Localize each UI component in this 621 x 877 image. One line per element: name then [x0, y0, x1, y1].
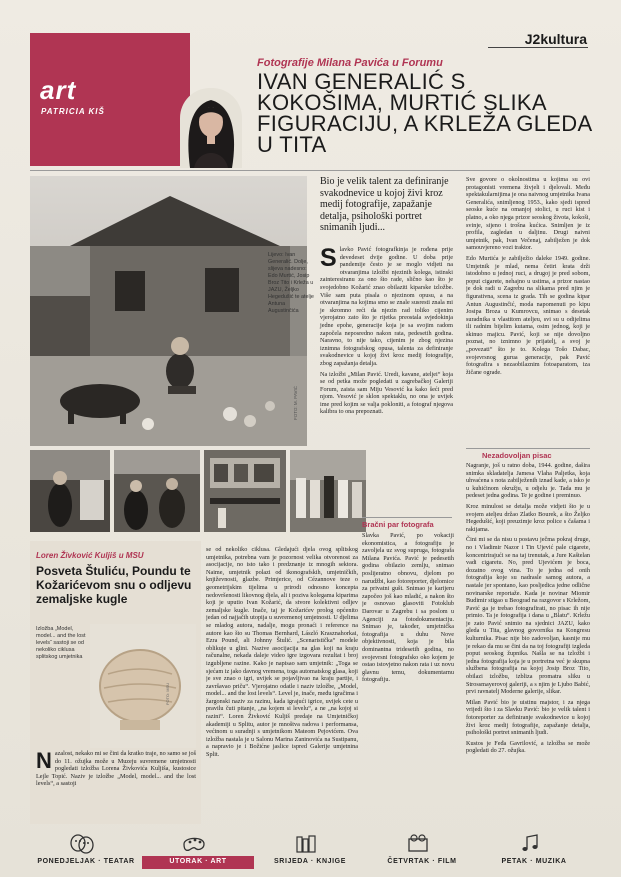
photo-tito-krleza	[114, 450, 200, 532]
paragraph: se od nekoliko ciklusa. Gledajući djela ovog splitskog umjetnika, potrebna vam je pozornost velika otvorenost za asocijacije, no isto tako i predznanje iz mnogih sektora. Naime, umjetnik polazi od ikonografskih, umjetničkih, književnosti, glazbe. Primjerice, od Cézannove teze o geometrijskim tijelima u prirodi odnosno koncepta nedovršenosti likovnog djela, ali i poziva kolegama kiparima koji je uputio Ivan Kožarić, da stvore kolektivni odljev zemaljske kugle. Inače, taj je Kožarićev prolog općenito jedan od najjačih utopija u suvremenoj umjetnosti. U djelima se mladog autora, nadalje, mogu pronaći i reference na autore kao što su Thomas Bernhard, László Krasznahorkai, Ezra Pound, ali Johnny Štulić. „Scenaristička“ modele oblikuje u glini. Nazive asocijacija na glas koji na kraju računalne, nekada daleje video igre izgovara rezultat i broj izgubljene razine. Kako je napisao sam umjetnik: „Toga se sjećam iz jako davnog vremena, toga automatskog glasa, koji je sve znao o igri, uvijek se pojavljivao na kraju partije, i završavao priču“. Vjerojatno odatle i naziv izložbe, „Model, model... and the lost levels“. Level je, inače, među igračima i žargonski naziv za razinu, kada igrajući igrice, uvijek cete u pravilu čuti pitanje, „na kojem si levelu“, a ne „na kojoj si razini“. Loren Živković Kuljiš predaje na Umjetničkoj akademiji u Splitu, autor je mnoštva radova i performansa, većinom u suradnji s umjetnikom Mateom Pejovićem. Ova izložba nastala je u Salonu Marina Zaninovića na Sustipanu, a napravio je i Božićne jaslice ispred Galerije umjetnina Split.	[206, 546, 358, 759]
paragraph: azalost, nekako mi se čini da kratko traje, no samo se još do 11. ožujka može u Muzeju suvremene umjetnosti pogledati izložba Lorena Živkovića Kuljiša, kustosice Lejle Topić. Naziv je izložbe „Model, model... and the lost levels“, a sastoji	[36, 750, 196, 788]
palette-icon	[180, 834, 208, 854]
books-icon	[292, 834, 320, 854]
author-byline: PATRICIA KIŠ	[41, 107, 105, 116]
paragraph: Na izložbi „Milan Pavić. Uredi, kavane, ateljei“ koja se od petka može pogledati u zagrebačkoj Galeriji Forum, zaista sam Miju Vesović ka kako šeći pred njom. Vesović je sklon spektaklu, no ona je uvijek ime pred kojim se valja pokloniti, a fotograf njegova kalibra to ona prepoznati.	[320, 370, 453, 416]
subhead-rule	[362, 517, 452, 518]
film-reel-icon	[404, 834, 432, 854]
photo-murtic	[30, 450, 110, 532]
main-photo-generalic	[30, 176, 307, 446]
article-headline: IVAN GENERALIĆ S KOKOŠIMA, MURTIĆ SLIKA FIGURACIJU, A KRLEŽA GLEDA U TITA	[257, 69, 592, 157]
subhead-rule	[466, 448, 590, 449]
subhead-unhappy-writer: Nezadovoljan pisac	[482, 451, 552, 460]
footer-label: PONEDJELJAK · TEATAR	[37, 858, 135, 865]
footer-item-tuesday[interactable]	[142, 832, 254, 872]
paragraph: Slavka Pavić, po vokaciji ekonomistica, a fotografiju je zavoljela uz svog supruga, fotografa Milana Pavića. Pavić je pedesetih godina obilazio zemlju, snimao poslijeratno obnovu, djelom po narudžbi, kao fotoreporter, djelomice za privatni gušt. Snimao je karijeru započeo još kao mladić, a nakon što je osnovao glasoviti Fotoklub Darovar u Zagrebu i sa poslom u Agenciji za fotodokumentaciju. Snimao je, također, umjetnička fotografija u duhu Nove objektivnosti, koja je bila dominantna tridesetih godina, no svojevrsni fotografsko oko kojem je ostao istovjetno nakon rata i uz novu glavnu temu, dokumentarnu fotografiju.	[362, 532, 454, 684]
sidebar-photo-sculpture	[90, 624, 196, 748]
paragraph: Milan Pavić bio je uistinu majstor, i za njega vrijedi što i za Slavku Pavić: bio je velik talent i fotoreporter za definiranje svakodnevice u kojoj živi kroz medij fotografije, zapažanje detalja, psihološki portret snimanih ljudi.	[466, 698, 590, 737]
footer-item-monday[interactable]	[30, 832, 142, 872]
article-intro: Bio je velik talent za definiranje svakodnevice u kojoj živi kroz medij fotografije, zapažanje detalja, psihološki portret snimanih ljudi...	[320, 176, 449, 233]
section-brand-logo: J2kultura	[524, 31, 587, 47]
article-column-3	[466, 176, 590, 448]
sidebar-photo-credit: FOTO: MSU	[165, 682, 170, 705]
section-label: art	[40, 75, 77, 105]
header-divider	[30, 170, 590, 171]
paragraph: Sve govore o okolnostima u kojima su ovi protagonisti vremena živjeli i djelovali. Među spektakularnijima je ona naivnog umjetnika Ivana Generalića, snimljenog 1953., kako sjedi ispred seoske kuće na omanjoj stolici, u ruci kist i platno, a oko njega prizor seoskog života, kokoši, svinje, sijeno i trošna kućica. Snimljen je iz profila, zagledan u daljinu. Drugi naivni umjetnik, pak, Ivan Večenaj, zabilježen je dok samouvjereno vozi traktor.	[466, 176, 590, 252]
subhead-married-couple: Bračni par fotografa	[362, 520, 434, 529]
sidebar-caption: Izložba „Model, model... and the lost levels“ sastoji se od nekoliko ciklusa splitskog umjetnika	[36, 626, 86, 660]
footer-label: PETAK · MUZIKA	[501, 858, 567, 865]
photo-strip	[30, 450, 366, 532]
music-note-icon	[516, 834, 544, 854]
paragraph: Kroz minulost se detalja može vidjeti što je u svojem ateljeu držao Zlatko Bourek, a što Željko Hegedušić, koji preuzimje kroz police s čašama i rakijama.	[466, 502, 590, 533]
sidebar-text-1	[36, 750, 196, 826]
photo-credit: FOTO: M. PAVIĆ	[293, 385, 298, 420]
sidebar-text-2	[206, 546, 358, 828]
paragraph: Nagranje, još u ratno doba, 1944. godine, dašira snimka skladatelja Jamesa Vlaha Paljetka, koja uhvaćena s nota zabilježenih iznad kade, a isko je u kuhićinom okružju, u odjelu je. Tada mu je pedeset jedna godina. Te je godine i preminuo.	[466, 462, 590, 500]
article-column-3b	[466, 462, 590, 826]
weekday-footer	[30, 832, 590, 872]
article-column-1b	[362, 532, 454, 832]
article-kicker: Fotografije Milana Pavića u Forumu	[257, 57, 443, 69]
paragraph: lavko Pavić fotografkinja je rođena prije devedeset dvije godine. U doba prije pandemije često je se moglo vidjeti na otvaranjima izložbi njezinih kolega, istinski zainteresiranu za ono što rade, slično kao što je svojedobno Kožarić znao obilaziti kiparske izložbe. Više sam puta pisala o njezinom opusu, a na otvaranjima na kojima smo se znale susresti znala mi je skromno reći da njezin rad toliko cijenim vjerojatno zato što je rijetka preostala svjedokinja jedne epohe, generacije koja je sa svojim radom započela neposredno nakon rata, pedesetih godina. Naravno, to nije tako, cijenim je zbog njezina iznimna fotografskog opusa, talenta za definiranje svakodnevice u kojoj živi kroz medij fotografije, zbog zapažanja detalja.	[320, 246, 453, 367]
section-banner	[30, 33, 190, 166]
photo-hegedusic-studio	[204, 450, 286, 532]
paragraph: Kustos je Feđa Gavrilović, a izložba se može pogledati do 27. ožujka.	[466, 739, 590, 755]
theatre-masks-icon	[68, 834, 96, 854]
paragraph: Edo Murtića je zabilježio daleke 1949. godine. Umjetnik je mlad, nema četiri krata drži istodobno u jednoj ruci, a drugoj je pred sobom, poput cigarete, nehajno u ustima, a prizor nastao je dok radi u Zagrebu na slikama pred njim je figurativna, scena iz grada. Tih se godina kipar Antun Augustinčić, moda napomenuti po kipu Josipa Broza u Kumrovcu, snimao s desetak suradnika u vlastitom ateljeu, svi su u odijelima ili radnim bijelim kutama, osim jednog, koji je skinuo majicu. Pavić, koji se nije dovoljno poznat, no iznimno je prijatelj, a svoj je „povezati“ što je to. Kolega Tošo Dabac, svojevrsnog gurua generacije, pak Pavić fotografira s nezaobilaznim fotoaparatom, iza žičane ograde.	[466, 254, 590, 376]
article-column-1	[320, 246, 453, 416]
drop-cap: S	[320, 244, 337, 272]
photo-augustincic-atelier	[290, 450, 366, 532]
sidebar-kicker: Loren Živković Kuljiš u MSU	[36, 551, 144, 560]
sidebar-title: Posveta Štuliću, Poundu te Kožarićevom snu o odljevu zemaljske kugle	[36, 564, 192, 606]
paragraph: Čini mi se da nisu u postavu ječma pokraj druge, no i Vladimir Nazor i Tin Ujević pale cigarete, koncentrirajući se na taj trenutak, a Jure Kaštelan vadi cigaretu. No, pred Ujevićem je boca, dozatno ovog vina. To je jedna od onih fotografija koje su nadrasle samog autora, a nastale jer spontano, kao posljedica jedne odlične novinarske reportaže. Kada je novinar Miomir Budimir stigao u Beograd na razgovor s Krležom, Pavić ga je trebao fotografirati, no pisac ih nije primio. Ta je fotografija i dana u „Blatu“. Krležu je zato Pavić snimio na sjednici JAZU, kako gleda u Tita, glavnog govornika na Kongresu kulturnika. Pisac nije bio zadovoljan, kasnije mu je rekao da mu se čini da na toj fotografiji izgleda poput seoskog župnika. Našla se na izložbi i jedna fotografija koja je u portretna već je skupna službena fotografija na kojoj Josip Broz Tito, obilazi izložbu, izbliza promatra sliku u Strossmayerovoj galeriji, a s njim je Ljubo Babić, prvi ravnatelj Moderne galerije, slikar.	[466, 536, 590, 696]
footer-item-wednesday[interactable]	[254, 832, 366, 872]
author-portrait	[180, 88, 242, 168]
footer-label: SRIJEDA · KNJIGE	[274, 858, 346, 865]
footer-label: ČETVRTAK · FILM	[387, 858, 457, 865]
footer-item-thursday[interactable]	[366, 832, 478, 872]
sidebar-drop-cap: N	[36, 750, 52, 773]
brand-rule	[488, 47, 588, 48]
footer-item-friday[interactable]	[478, 832, 590, 872]
footer-label: UTORAK · ART	[169, 858, 227, 865]
main-photo-caption: Lijevo: Ivan Generalić. Dolje, slijeva nadesno: Edo Murtić, Josip Broz Tito i Krleža u JAZU, Željko Hegedušić te atelje Antuna Augustinčića	[268, 252, 314, 314]
